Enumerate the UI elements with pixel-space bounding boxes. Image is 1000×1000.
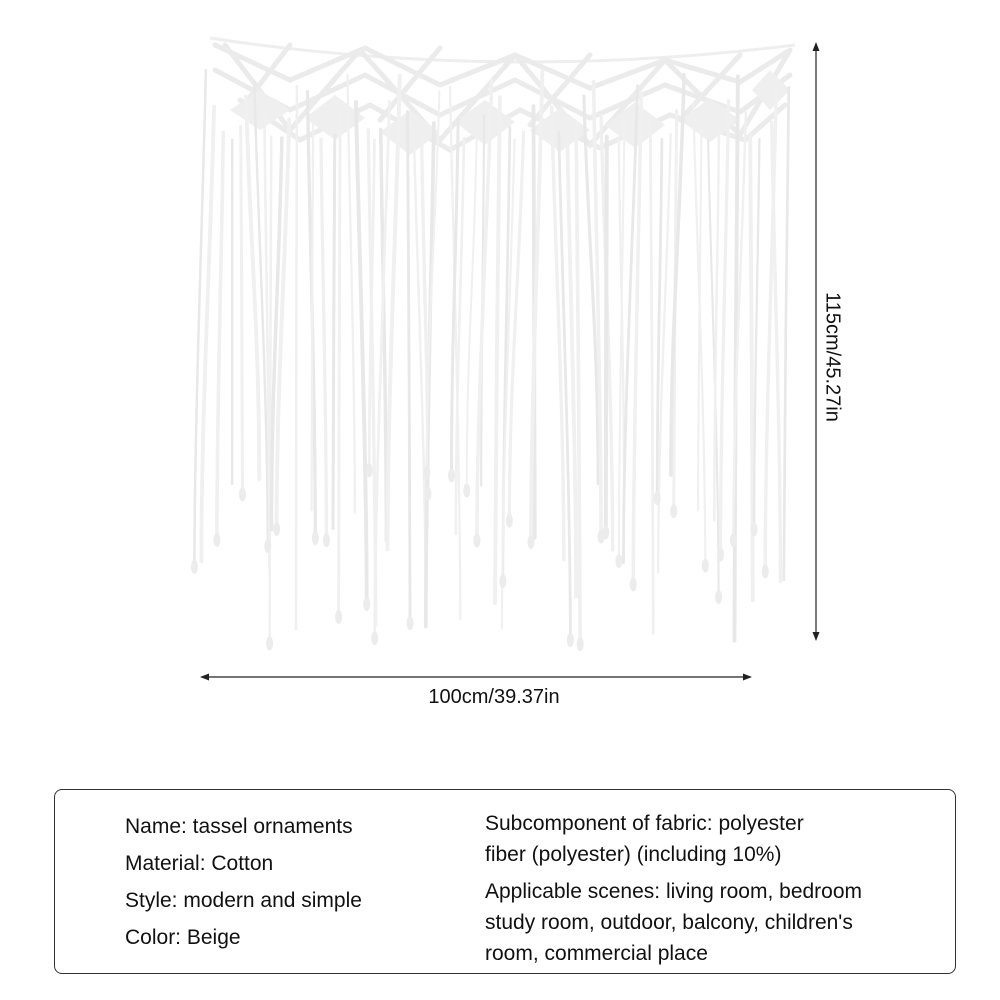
fringe-cord [277,119,290,533]
tassel-knot [751,523,758,537]
tassel-knot [323,533,330,547]
tassel-knot [239,487,246,501]
tassel-knot [363,597,370,611]
spec-scenes-line-2: study room, outdoor, balcony, children's [485,911,853,934]
height-dimension-arrow [813,42,820,641]
fringe-cord [333,135,335,529]
tassel-knot [499,574,506,588]
tassel-knot [730,533,737,547]
height-dimension-label: 115cm/45.27in [821,292,844,422]
fringe-cord [606,137,607,537]
fringe-cord [339,111,341,621]
fringe-cord [270,137,272,648]
tassel-knot [506,514,513,528]
fringe-cord [784,87,789,579]
tassel-knot [567,633,574,647]
fringe-cord [509,132,523,525]
tassel-knot [266,636,273,650]
width-dimension-arrow [200,674,752,681]
fringe-cord [495,97,500,603]
fringe-cord [217,132,223,544]
fringe-cord [650,124,653,634]
tassel-knot [423,466,430,480]
tassel-knot [615,554,622,568]
fringe-cord [721,101,729,559]
tassel-knot [366,463,373,477]
tassel-knot [371,631,378,645]
spec-column-right [485,808,935,969]
spec-name: Name: tassel ornaments [125,815,353,838]
spec-material: Material: Cotton [125,852,274,875]
fringe-cord [754,139,759,534]
fringe-cord [348,75,355,512]
spec-column-left [125,808,465,956]
tassel-knot [264,539,271,553]
tassel-knot [213,533,220,547]
tassel-knot [463,484,470,498]
spec-info-box [54,789,956,974]
spec-color: Color: Beige [125,926,241,949]
spec-subcomponent-line-2: fiber (polyester) (including 10%) [485,843,782,866]
tassel-knot [448,468,455,482]
tassel-knot [702,559,709,573]
tassel-knot [191,560,198,574]
spec-subcomponent-line-1: Subcomponent of fabric: polyester [485,812,804,835]
tassel-knot [670,504,677,518]
tassel-knot [715,590,722,604]
tassel-knot [335,610,342,624]
tassel-knot [424,487,431,501]
tassel-knot [654,491,661,505]
fringe-cord [552,107,564,560]
fringe-cord [356,102,367,608]
tassel-knot [528,535,535,549]
fringe-cords [194,70,788,648]
tassel-knot [762,564,769,578]
spec-scenes-line-3: room, commercial place [485,942,708,965]
spec-style: Style: modern and simple [125,889,362,912]
tassel-knot [407,616,414,630]
tassel-knot [602,525,609,539]
fringe-cord [408,111,411,627]
fringe-cord [241,127,243,499]
fringe-cord [321,139,326,544]
tassel-knot [473,534,480,548]
tassel-knot [312,531,319,545]
tassel-knot [577,637,584,651]
fringe-cord [296,86,297,629]
tassel-knot [273,522,280,536]
fringe-cord [312,123,314,510]
width-dimension-label: 100cm/39.37in [428,686,560,708]
tassel-knot [717,548,724,562]
fringe-cord [765,91,776,576]
tassel-knot [630,577,637,591]
spec-scenes-line-1: Applicable scenes: living room, bedroom [485,880,863,903]
fringe-cord [467,136,477,494]
